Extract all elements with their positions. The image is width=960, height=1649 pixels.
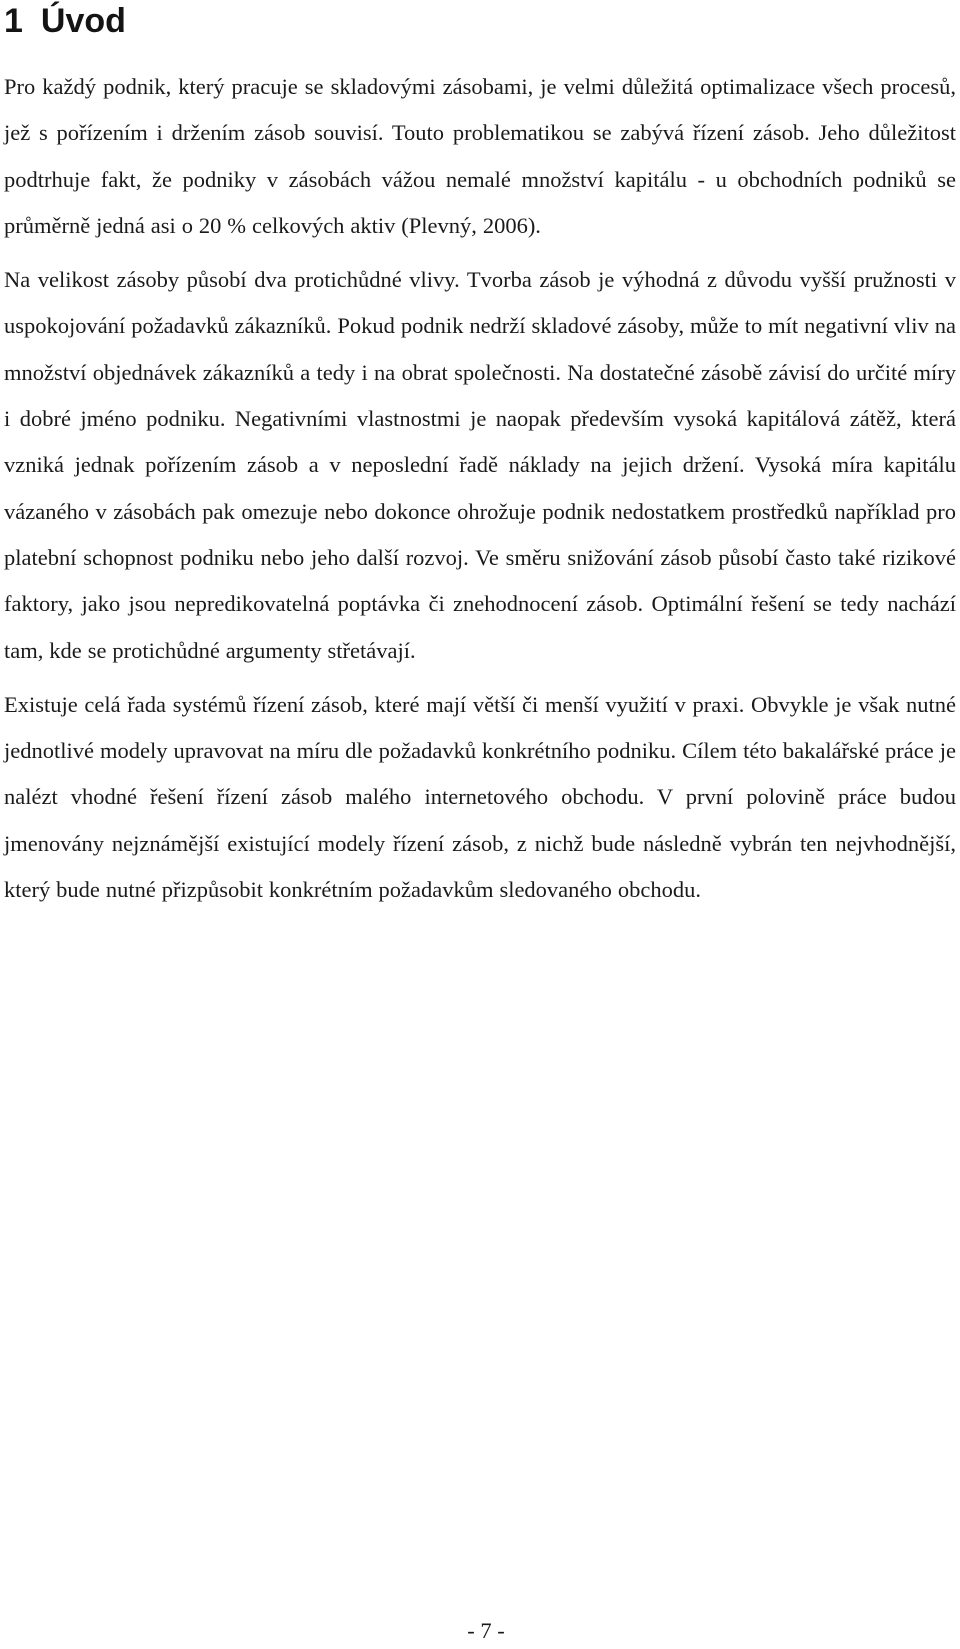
chapter-heading: [4, 0, 126, 42]
chapter-body: [4, 64, 956, 921]
paragraph-goal: Existuje celá řada systémů řízení zásob, které mají větší či menší využití v praxi. Obvykle je však nutné jednotlivé modely upravovat na míru dle požadavků konkrétního podniku. Cílem této bakalářské práce je nalézt vhodné řešení řízení zásob malého internetového obchodu. V první polovině práce budou jmenovány nejznámější existující modely řízení zásob, z nichž bude následně vybrán ten nejvhodnější, který bude nutné přizpůsobit konkrétním požadavkům sledovaného obchodu.: [4, 691, 956, 903]
paragraph-intro: Pro každý podnik, který pracuje se skladovými zásobami, je velmi důležitá optimalizace všech procesů, jež s pořízením i držením zásob souvisí. Touto problematikou se zabývá řízení zásob. Jeho důležitost podtrhuje fakt, že podniky v zásobách vážou nemalé množství kapitálu - u obchodních podniků se průměrně jedná asi o 20 % celkových aktiv (Plevný, 2006).: [4, 74, 956, 238]
chapter-number: 1: [4, 2, 23, 40]
chapter-title: Úvod: [40, 2, 126, 40]
paragraph-influences: Na velikost zásoby působí dva protichůdné vlivy. Tvorba zásob je výhodná z důvodu vyšší pružnosti v uspokojování požadavků zákazníků. Pokud podnik nedrží skladové zásoby, může to mít negativní vliv na množství objednávek zákazníků a tedy i na obrat společnosti. Na dostatečné zásobě závisí do určité míry i dobré jméno podniku. Negativními vlastnostmi je naopak především vysoká kapitálová zátěž, která vzniká jednak pořízením zásob a v neposlední řadě náklady na jejich držení. Vysoká míra kapitálu vázaného v zásobách pak omezuje nebo dokonce ohrožuje podnik nedostatkem prostředků například pro platební schopnost podniku nebo jeho další rozvoj. Ve směru snižování zásob působí často také rizikové faktory, jako jsou nepredikovatelná poptávka či znehodnocení zásob. Optimální řešení se tedy nachází tam, kde se protichůdné argumenty střetávají.: [4, 267, 956, 663]
page-number: - 7 -: [467, 1618, 505, 1643]
